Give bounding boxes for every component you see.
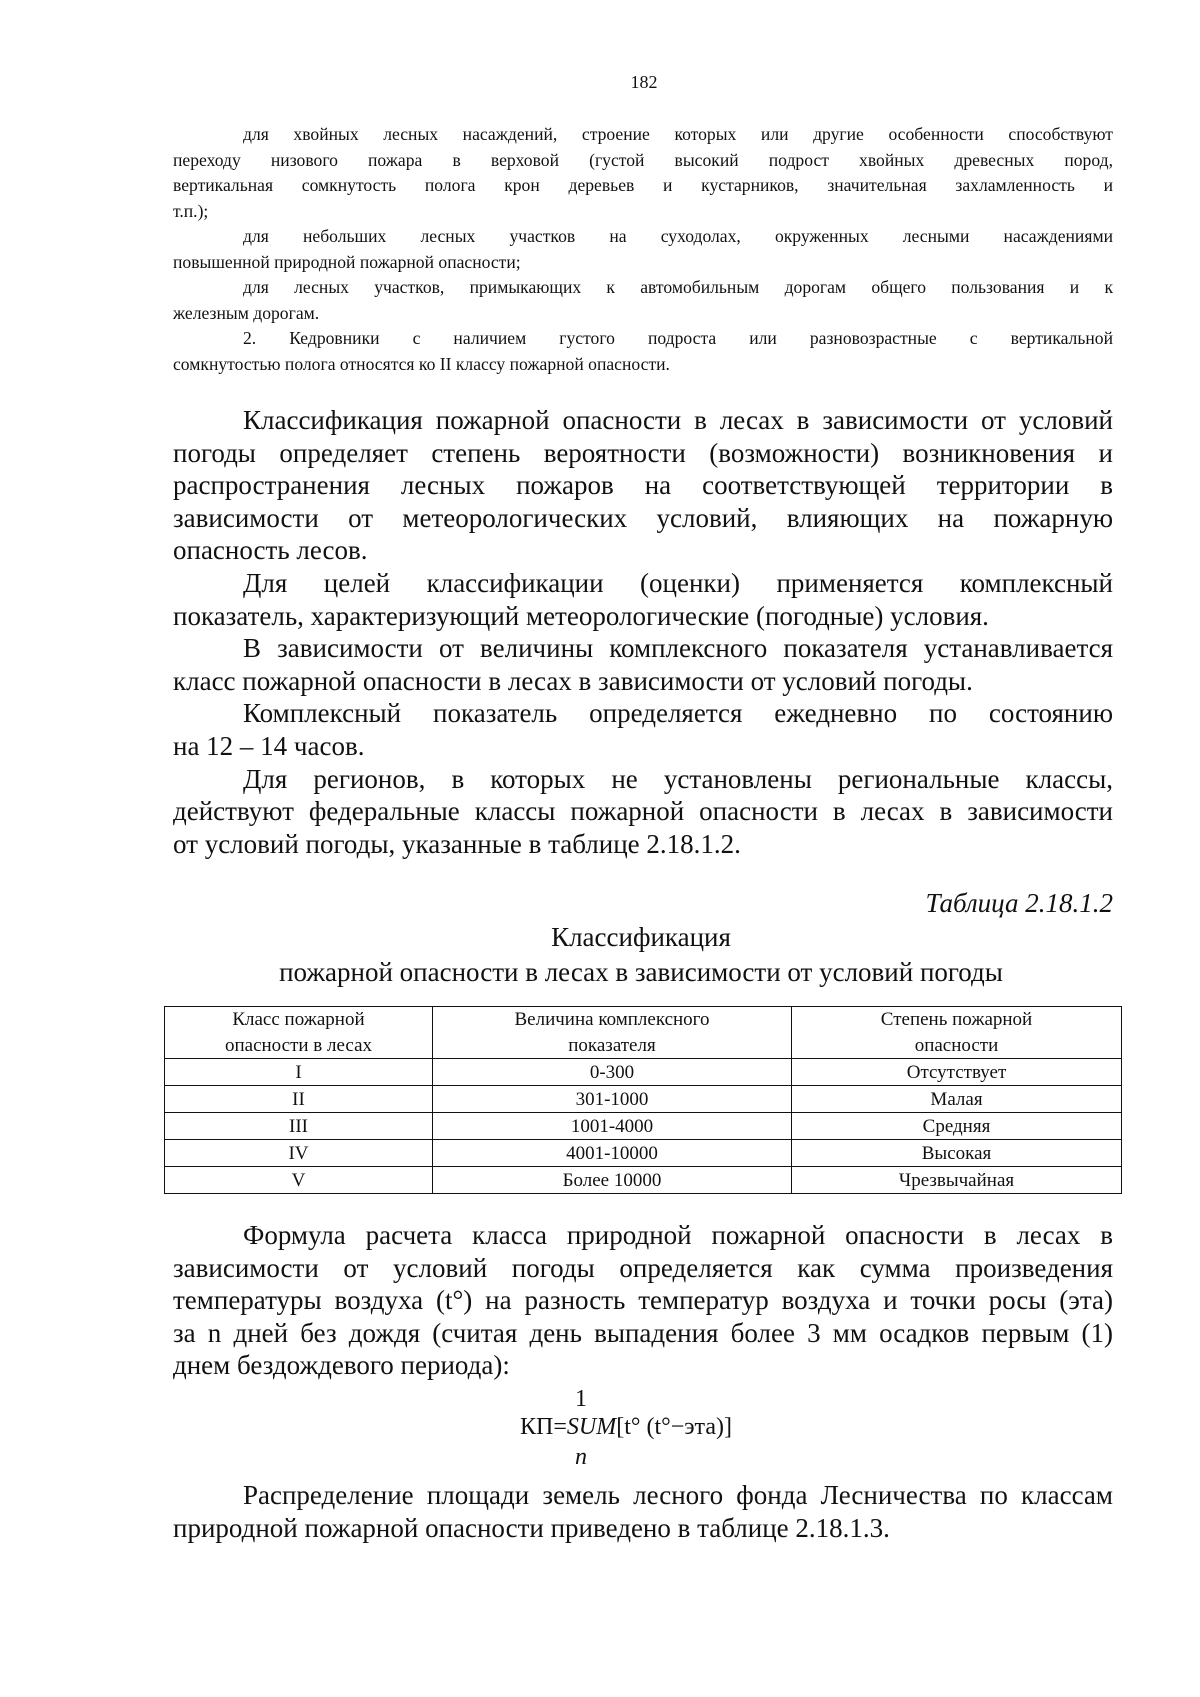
table-row	[165, 1167, 1122, 1194]
formula-body: [t° (t°−эта)]	[616, 1414, 732, 1440]
table-cell: Малая	[792, 1086, 1122, 1113]
formula-lhs: КП=	[520, 1414, 567, 1440]
table-label: Таблица 2.18.1.2	[925, 888, 1113, 918]
text-line: сомкнутостью полога относятся ко II классу пожарной опасности.	[173, 353, 670, 374]
paragraph	[173, 763, 1113, 861]
table-row	[165, 1113, 1122, 1140]
table-cell: III	[165, 1113, 433, 1140]
text-line: класс пожарной опасности в лесах в зависимости от условий погоды.	[173, 665, 973, 696]
table-title-line2: пожарной опасности в лесах в зависимости от условий погоды	[279, 957, 1003, 987]
table-cell: Чрезвычайная	[792, 1167, 1122, 1194]
body-text-2	[173, 1219, 1113, 1382]
fire-danger-classification-table	[164, 1006, 1122, 1194]
header-text: опасности в лесах	[224, 1034, 373, 1056]
table-row	[165, 1059, 1122, 1086]
text-line: температуры воздуха (t°) на разность температур воздуха и точки росы (эта)	[173, 1285, 1113, 1316]
text-line: Формула расчета класса природной пожарной опасности в лесах в	[243, 1220, 1113, 1250]
text-line: распространения лесных пожаров на соответствующей территории в	[173, 470, 1113, 501]
table-row	[165, 1086, 1122, 1113]
text-line: железным дорогам.	[173, 302, 320, 323]
formula-lower-limit: n	[575, 1444, 587, 1470]
table-cell: Высокая	[792, 1140, 1122, 1167]
header-degree	[792, 1007, 1122, 1059]
text-line: от условий погоды, указанные в таблице 2.18.1.2.	[173, 828, 741, 859]
header-text: Класс пожарной	[232, 1009, 365, 1030]
table-cell: 301-1000	[433, 1086, 792, 1113]
formula-upper-limit: 1	[575, 1386, 587, 1412]
paragraph	[173, 1219, 1113, 1382]
table-cell: Средняя	[792, 1113, 1122, 1140]
table-cell: V	[165, 1167, 433, 1194]
text-line: действуют федеральные классы пожарной опасности в лесах в зависимости	[173, 796, 1113, 827]
table-header-row	[165, 1007, 1122, 1059]
text-line: днем бездождевого периода):	[173, 1350, 510, 1381]
text-line: Классификация пожарной опасности в лесах в зависимости от условий	[243, 405, 1113, 435]
formula-sum: SUM	[566, 1414, 617, 1440]
table-title	[160, 920, 1122, 990]
table-cell: Более 10000	[433, 1167, 792, 1194]
text-line: Распределение площади земель лесного фонда Лесничества по классам	[243, 1480, 1113, 1510]
header-text: Степень пожарной	[880, 1009, 1033, 1030]
text-line: Для целей классификации (оценки) применяется комплексный	[243, 567, 1113, 598]
text-line: переходу низового пожара в верховой (густой высокий подрост хвойных древесных пород,	[173, 149, 1113, 170]
header-text: показателя	[568, 1034, 656, 1056]
text-line: В зависимости от величины комплексного показателя устанавливается	[243, 633, 1113, 664]
table-cell: 1001-4000	[433, 1113, 792, 1140]
text-line: погоды определяет степень вероятности (возможности) возникновения и	[173, 437, 1113, 468]
table-cell: IV	[165, 1140, 433, 1167]
table-cell: 4001-10000	[433, 1140, 792, 1167]
text-line: для хвойных лесных насаждений, строение которых или другие особенности способствуют	[243, 124, 1113, 144]
table-cell: 0-300	[433, 1059, 792, 1086]
header-class	[165, 1007, 433, 1059]
text-line: для лесных участков, примыкающих к автомобильным дорогам общего пользования и к	[243, 277, 1113, 297]
body-text-3	[173, 1479, 1113, 1544]
text-line: Для регионов, в которых не установлены региональные классы,	[243, 763, 1113, 794]
table-cell: Отсутствует	[792, 1059, 1122, 1086]
text-line: зависимости от условий погоды определяется как сумма произведения	[173, 1252, 1113, 1283]
paragraph	[173, 567, 1113, 632]
paragraph	[173, 275, 1113, 326]
footnote-text	[173, 122, 1113, 377]
paragraph	[173, 1479, 1113, 1544]
text-line: для небольших лесных участков на суходолах, окруженных лесными насаждениями	[243, 226, 1113, 246]
header-text: Величина комплексного	[514, 1009, 710, 1030]
paragraph	[173, 404, 1113, 567]
table-row	[165, 1140, 1122, 1167]
text-line: на 12 – 14 часов.	[173, 730, 365, 761]
text-line: природной пожарной опасности приведено в таблице 2.18.1.3.	[173, 1512, 890, 1543]
text-line: показатель, характеризующий метеорологические (погодные) условия.	[173, 600, 989, 631]
table-title-line1: Классификация	[551, 922, 731, 952]
text-line: за n дней без дождя (считая день выпадения более 3 мм осадков первым (1)	[173, 1317, 1113, 1348]
header-index	[433, 1007, 792, 1059]
paragraph	[173, 697, 1113, 762]
body-text-1	[173, 404, 1113, 860]
table-cell: II	[165, 1086, 433, 1113]
text-line: вертикальная сомкнутость полога крон деревьев и кустарников, значительная захламленность и	[173, 175, 1113, 195]
formula-main	[520, 1414, 732, 1441]
text-line: опасность лесов.	[173, 535, 368, 566]
header-text: опасности	[914, 1034, 999, 1056]
page-number: 182	[630, 72, 658, 92]
text-line: зависимости от метеорологических условий, влияющих на пожарную	[173, 502, 1113, 533]
formula	[520, 1386, 780, 1476]
text-line: Комплексный показатель определяется ежедневно по состоянию	[243, 698, 1113, 729]
text-line: т.п.);	[173, 200, 209, 221]
paragraph	[173, 632, 1113, 697]
paragraph	[173, 224, 1113, 275]
paragraph	[173, 326, 1113, 377]
text-line: 2. Кедровники с наличием густого подроста или разновозрастные с вертикальной	[243, 328, 1113, 348]
text-line: повышенной природной пожарной опасности;	[173, 251, 521, 272]
paragraph	[173, 122, 1113, 224]
table-cell: I	[165, 1059, 433, 1086]
